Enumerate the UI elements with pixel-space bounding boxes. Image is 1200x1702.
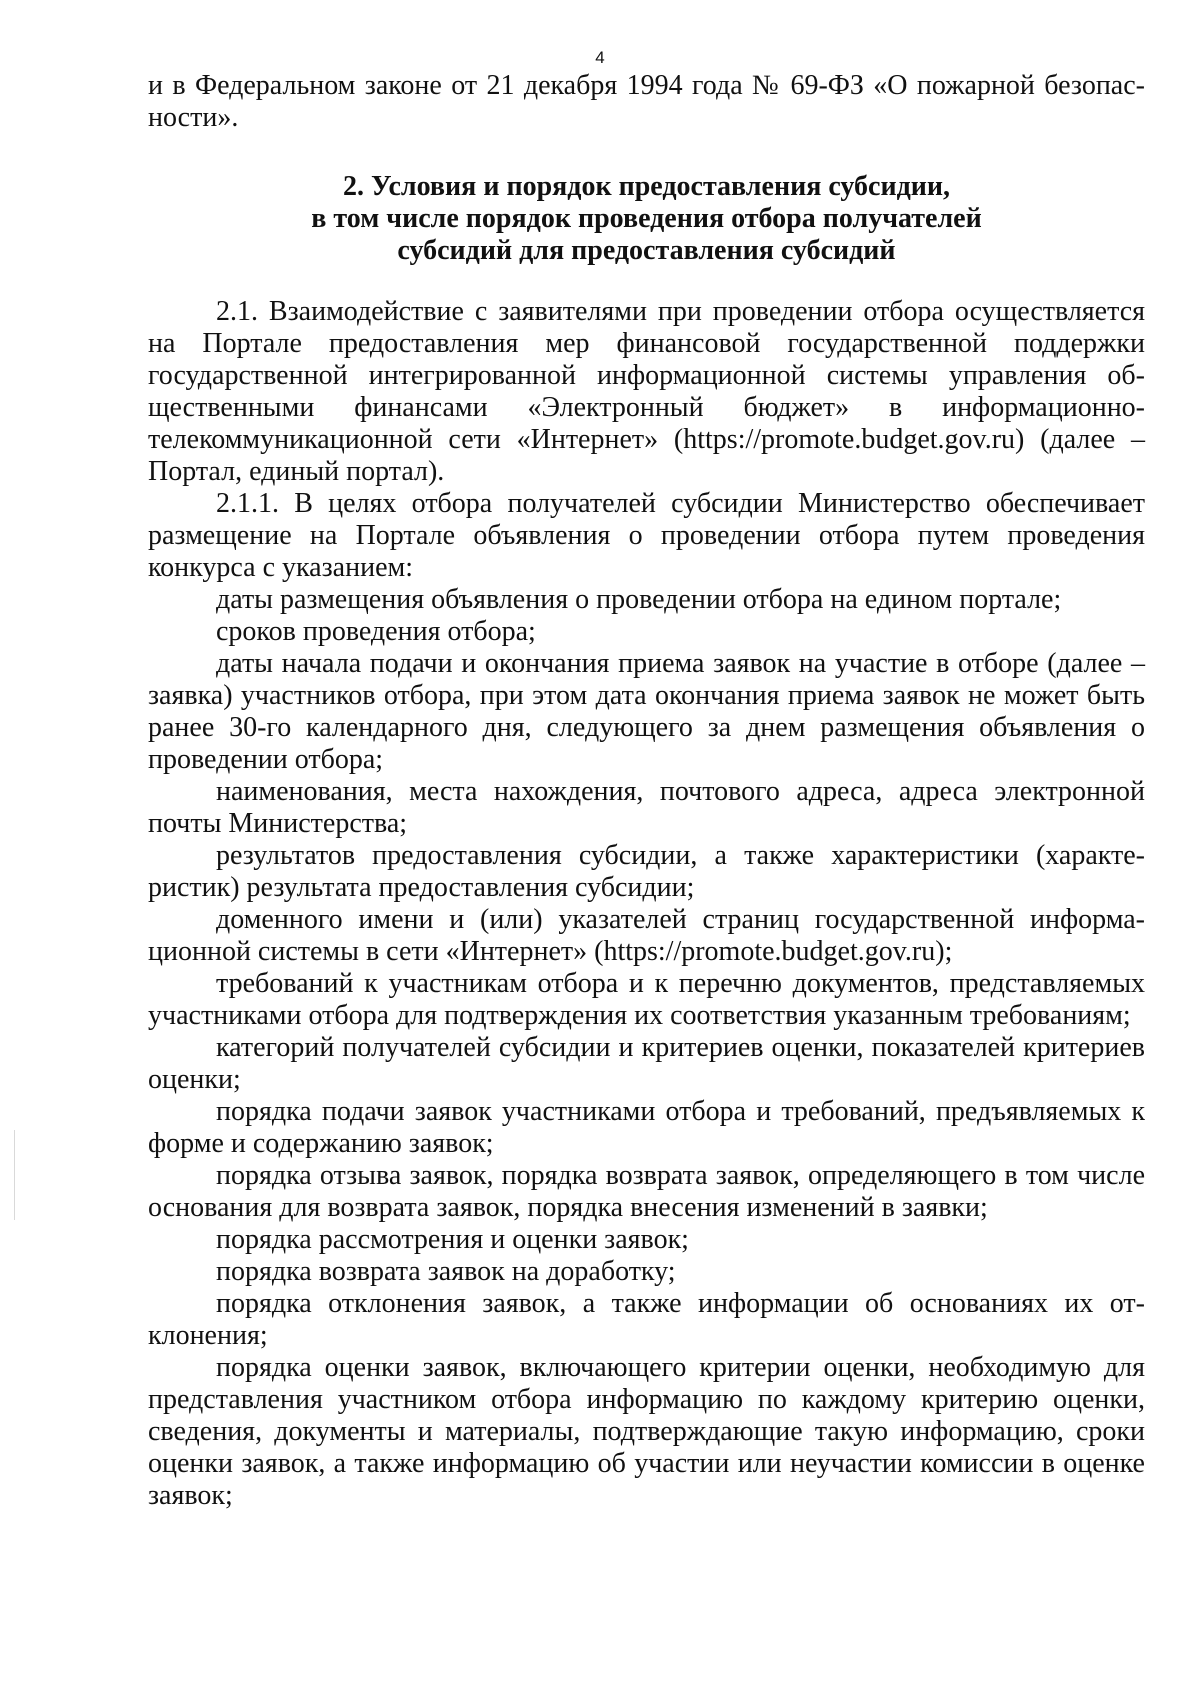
list-item: категорий получателей субсидии и критериев оценки, показателей критериев оценки; [148,1032,1145,1095]
list-item: результатов предоставления субсидии, а также характеристики (характеристик) результата предоставления субсидии; [148,840,1145,903]
section-heading-line-2: в том числе порядок проведения отбора получателей [311,203,982,234]
intro-block [148,70,1145,134]
list-item: порядка рассмотрения и оценки заявок; [216,1224,689,1255]
list-item: доменного имени и (или) указателей страниц государственной информационной системы в сети «Интернет» (https://promote.budget.gov.ru); [148,904,1145,967]
paragraph-2-1-1: 2.1.1. В целях отбора получателей субсидии Министерство обеспечивает размещение на Портале объявления о проведении отбора путем проведения конкурса с указанием: [148,488,1145,583]
intro-paragraph: и в Федеральном законе от 21 декабря 1994 года № 69-ФЗ «О пожарной безопасности». [148,70,1145,133]
paragraph-2-1: 2.1. Взаимодействие с заявителями при проведении отбора осуществляется на Портале предоставления мер финансовой государственной поддержки государственной интегрированной информационной системы управления общественными финансами «Электронный бюджет» в информационно-телекоммуникационной сети «Интернет» (https://promote.budget.gov.ru) (далее – Портал, единый портал). [148,296,1145,487]
page-number: 4 [595,48,605,67]
section-heading [148,171,1145,267]
section-heading-line-1: 2. Условия и порядок предоставления субсидии, [342,171,951,202]
list-item: даты размещения объявления о проведении отбора на едином портале; [216,584,1062,615]
list-item: наименования, места нахождения, почтового адреса, адреса электронной почты Министерства; [148,776,1145,839]
list-item: порядка оценки заявок, включающего критерии оценки, необходимую для представления участником отбора информацию по каждому критерию оценки, сведения, документы и материалы, подтверждающие такую информацию, сроки оценки заявок, а также информацию об участии или неучастии комиссии в оценке заявок; [148,1352,1145,1511]
list-item: порядка возврата заявок на доработку; [216,1256,676,1287]
list-item: порядка отклонения заявок, а также информации об основаниях их отклонения; [148,1288,1145,1351]
list-item: даты начала подачи и окончания приема заявок на участие в отборе (далее – заявка) участников отбора, при этом дата окончания приема заявок не может быть ранее 30-го календарного дня, следующего за днем размещения объявления о проведении отбора; [148,648,1145,775]
section-heading-line-3: субсидий для предоставления субсидий [397,235,896,266]
list-item: требований к участникам отбора и к перечню документов, представляемых участниками отбора для подтверждения их соответствия указанным требованиям; [148,968,1145,1031]
list-item: порядка отзыва заявок, порядка возврата заявок, определяющего в том числе основания для возврата заявок, порядка внесения изменений в заявки; [148,1160,1145,1223]
scan-edge-mark [14,1130,15,1220]
list-item: сроков проведения отбора; [216,616,536,647]
body-text [148,296,1145,1512]
list-item: порядка подачи заявок участниками отбора и требований, предъявляемых к форме и содержанию заявок; [148,1096,1145,1159]
